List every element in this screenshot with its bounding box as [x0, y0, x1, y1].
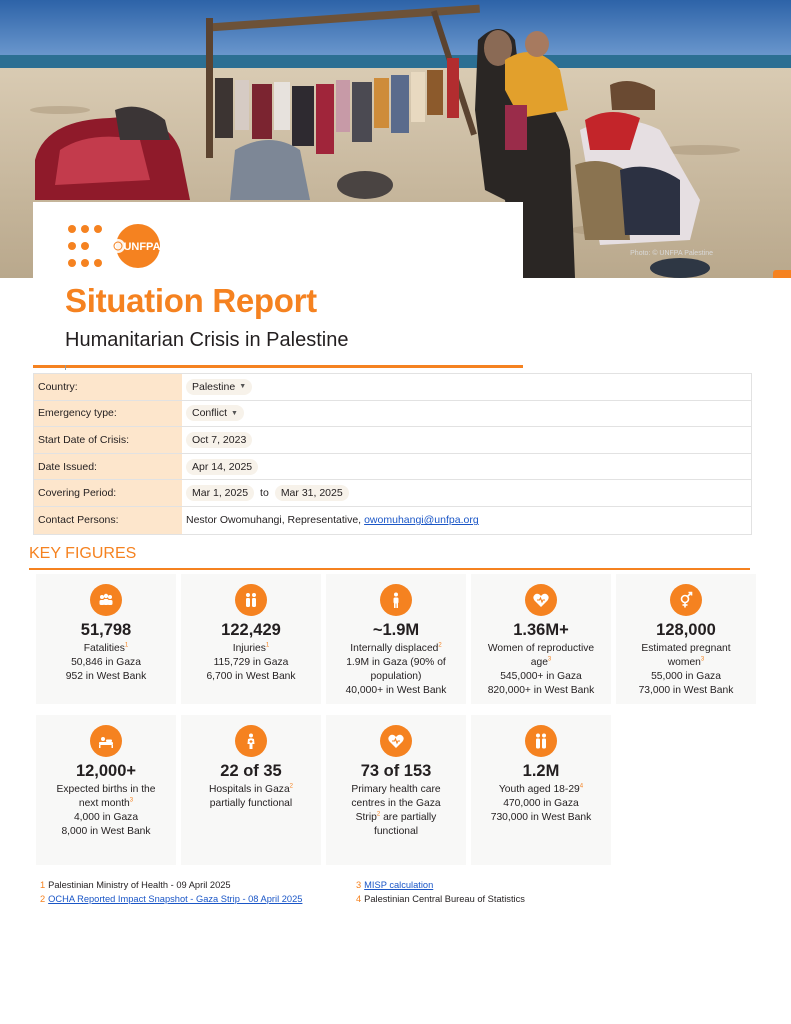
start-date-value [182, 427, 751, 453]
figure-value: 12,000+ [75, 762, 137, 780]
figure-value: 128,000 [656, 621, 716, 639]
issued-date-field[interactable]: Apr 14, 2025 [186, 459, 258, 475]
figure-label: Women of reproductive age$^3$ [487, 643, 595, 668]
country-label: Country: [34, 374, 182, 400]
displaced-person-icon [380, 584, 412, 616]
hospital-person-icon [235, 725, 267, 757]
figure-card-injuries [181, 574, 321, 704]
figure-line: 470,000 in Gaza [503, 798, 579, 809]
period-label: Covering Period: [34, 480, 182, 506]
period-to-field[interactable]: Mar 31, 2025 [275, 485, 349, 501]
figure-line: 50,846 in Gaza [71, 657, 141, 668]
injured-person-icon [235, 584, 267, 616]
figure-line: 545,000+ in Gaza [500, 671, 582, 682]
baby-bed-icon [90, 725, 122, 757]
figure-line: 952 in West Bank [65, 671, 147, 682]
footnote-4: 4 Palestinian Central Bureau of Statistics [356, 894, 525, 904]
figure-label: Primary health care centres in the Gaza Strip$^2$ are partially functional [351, 784, 441, 837]
heart-icon [525, 584, 557, 616]
figure-card-pregnant [616, 574, 756, 704]
key-figures-row-2 [36, 715, 611, 865]
report-subtitle: Humanitarian Crisis in Palestine [65, 329, 349, 351]
footnote-1: 1 Palestinian Ministry of Health - 09 April 2025 [40, 880, 231, 890]
figure-line: 40,000+ in West Bank [345, 685, 447, 696]
unfpa-logo [67, 224, 167, 272]
figure-value: 73 of 153 [360, 762, 432, 780]
figure-value: 1.2M [522, 762, 560, 780]
figure-value: 51,798 [80, 621, 132, 639]
figure-line: partially functional [209, 798, 293, 809]
contact-text: Nestor Owomuhangi, Representative, [186, 514, 362, 527]
info-row-issued [34, 454, 751, 481]
figure-line: 55,000 in Gaza [651, 671, 721, 682]
contact-email-link[interactable]: owomuhangi@unfpa.org [364, 514, 479, 527]
figure-card-women [471, 574, 611, 704]
figure-label: Estimated pregnant women$^3$ [641, 643, 731, 668]
figure-value: 122,429 [221, 621, 281, 639]
period-value [182, 480, 751, 506]
figure-value: 1.36M+ [513, 621, 569, 639]
contact-value [182, 507, 751, 534]
figure-line: 115,729 in Gaza [213, 657, 289, 668]
footnote-3-link[interactable]: MISP calculation [364, 880, 434, 890]
chevron-down-icon: ▼ [239, 383, 247, 391]
figure-card-youth [471, 715, 611, 865]
info-table [33, 373, 752, 535]
people-group-icon [90, 584, 122, 616]
emergency-value [182, 401, 751, 427]
figure-line: population) [370, 671, 422, 682]
figure-card-hospitals [181, 715, 321, 865]
period-to-word: to [260, 487, 269, 500]
emergency-label: Emergency type: [34, 401, 182, 427]
contact-label: Contact Persons: [34, 507, 182, 534]
start-date-label: Start Date of Crisis: [34, 427, 182, 453]
logo-dots [68, 225, 102, 267]
key-figures-row-1 [36, 574, 756, 704]
country-value [182, 374, 751, 400]
figure-label: Fatalities$^1$ [83, 642, 129, 654]
gender-symbol-icon [670, 584, 702, 616]
figure-label: Injuries$^1$ [232, 642, 270, 654]
country-dropdown[interactable] [186, 379, 252, 395]
figure-label: Hospitals in Gaza$^2$ [208, 783, 294, 795]
issued-value [182, 454, 751, 480]
title-card [33, 202, 523, 368]
figure-line: 730,000 in West Bank [490, 812, 592, 823]
report-title: Situation Report [65, 282, 317, 319]
figure-line: 820,000+ in West Bank [487, 685, 595, 696]
logo-text: UNFPA [123, 241, 161, 253]
divider [65, 365, 66, 370]
info-row-period [34, 480, 751, 507]
footnote-3: 3 MISP calculation [356, 880, 434, 890]
figure-label: Expected births in the next month$^3$ [56, 784, 156, 809]
figure-line: 8,000 in West Bank [61, 826, 151, 837]
key-figures-heading: KEY FIGURES [29, 545, 137, 562]
footnote-2-link[interactable]: OCHA Reported Impact Snapshot - Gaza Strip - 08 April 2025 [48, 894, 303, 904]
country-dropdown-value: Palestine [192, 380, 236, 393]
info-row-contact [34, 507, 751, 534]
health-heart-icon [380, 725, 412, 757]
info-row-start-date [34, 427, 751, 454]
figure-line: 6,700 in West Bank [206, 671, 296, 682]
info-row-emergency [34, 401, 751, 428]
emergency-dropdown[interactable] [186, 405, 244, 421]
emergency-dropdown-value: Conflict [192, 407, 228, 420]
corner-tab [773, 270, 791, 278]
figure-card-births [36, 715, 176, 865]
figure-card-fatalities [36, 574, 176, 704]
figure-label: Youth aged 18-29$^4$ [498, 783, 584, 795]
figure-value: ~1.9M [372, 621, 420, 639]
figure-line: 4,000 in Gaza [73, 812, 139, 823]
chevron-down-icon: ▼ [231, 409, 238, 417]
footnote-2: 2 OCHA Reported Impact Snapshot - Gaza Strip - 08 April 2025 [40, 894, 303, 904]
start-date-field[interactable]: Oct 7, 2023 [186, 432, 252, 448]
figure-value: 22 of 35 [220, 762, 282, 780]
figure-label: Internally displaced$^2$ [350, 642, 442, 654]
figure-card-health-centres [326, 715, 466, 865]
photo-credit: Photo: © UNFPA Palestine [630, 250, 713, 257]
issued-label: Date Issued: [34, 454, 182, 480]
figure-line: 73,000 in West Bank [638, 685, 734, 696]
figure-line: 1.9M in Gaza (90% of [346, 657, 446, 668]
info-row-country [34, 374, 751, 401]
figure-card-displaced [326, 574, 466, 704]
key-figures-rule [29, 568, 750, 570]
youth-icon [525, 725, 557, 757]
period-from-field[interactable]: Mar 1, 2025 [186, 485, 254, 501]
